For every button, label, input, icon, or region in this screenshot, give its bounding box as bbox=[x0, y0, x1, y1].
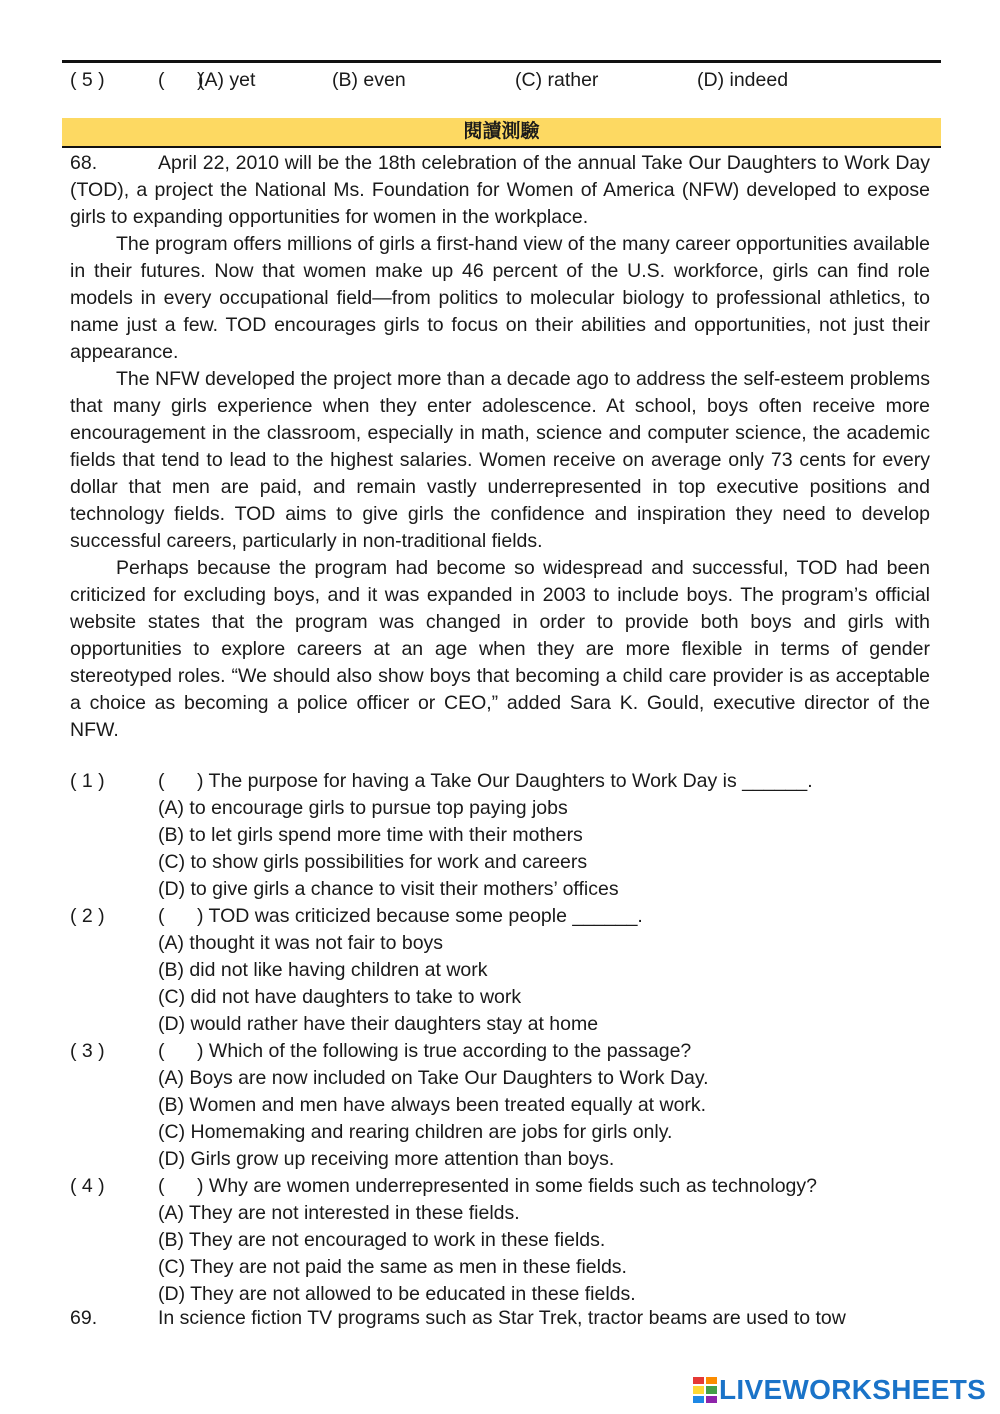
brand-wordmark: LIVEWORKSHEETS bbox=[719, 1374, 987, 1405]
option-c: (C) rather bbox=[515, 69, 599, 91]
question-number: ( 1 ) bbox=[70, 770, 105, 792]
option-c: (C) Homemaking and rearing children are jobs for girls only. bbox=[158, 1121, 673, 1143]
question-number: ( 5 ) bbox=[70, 69, 105, 91]
passage-number: 69. bbox=[70, 1307, 98, 1329]
question-stem[interactable]: ( ) TOD was criticized because some people ______. bbox=[158, 905, 643, 927]
option-b: (B) They are not encouraged to work in these fields. bbox=[158, 1229, 606, 1251]
question-2 bbox=[70, 903, 940, 930]
paragraph-1 bbox=[70, 150, 930, 231]
paragraph-4: Perhaps because the program had become so widespread and successful, TOD had been criticized for excluding boys, and it was expanded in 2003 to include boys. The program’s official website states that the program was changed in order to provide both boys and girls with opportunities to explore careers at an age when they are more flexible in terms of gender stereotyped roles. “We should also show boys that becoming a child care provider is as acceptable a choice as becoming a police officer or CEO,” added Sara K. Gould, executive director of the NFW. bbox=[70, 557, 930, 741]
passage-68 bbox=[70, 150, 930, 744]
paragraph-2: The program offers millions of girls a first-hand view of the many career opportunities available in their futures. Now that women make up 46 percent of the U.S. workforce, girls can find role models in every occupational field—from politics to molecular biology to professional athletics, to name just a few. TOD encourages girls to focus on their abilities and opportunities, not just their appearance. bbox=[70, 233, 930, 363]
option-c: (C) did not have daughters to take to work bbox=[158, 986, 522, 1008]
answer-blank[interactable]: ( ) bbox=[158, 69, 204, 91]
question-number: ( 3 ) bbox=[70, 1040, 105, 1062]
option-d: (D) would rather have their daughters stay at home bbox=[158, 1013, 599, 1035]
passage-69 bbox=[70, 1305, 940, 1332]
option-b: (B) even bbox=[332, 69, 406, 91]
question-stem[interactable]: ( ) The purpose for having a Take Our Daughters to Work Day is ______. bbox=[158, 770, 813, 792]
question-number: ( 4 ) bbox=[70, 1175, 105, 1197]
question-number: ( 2 ) bbox=[70, 905, 105, 927]
option-a: (A) They are not interested in these fields. bbox=[158, 1202, 520, 1224]
option-d: (D) indeed bbox=[697, 69, 789, 91]
option-a: (A) Boys are now included on Take Our Daughters to Work Day. bbox=[158, 1067, 709, 1089]
option-a: (A) yet bbox=[198, 69, 256, 91]
question-stem[interactable]: ( ) Why are women underrepresented in some fields such as technology? bbox=[158, 1175, 817, 1197]
question-4 bbox=[70, 1173, 940, 1200]
logo-square-icon bbox=[706, 1396, 717, 1403]
option-d: (D) Girls grow up receiving more attention than boys. bbox=[158, 1148, 615, 1170]
logo-square-icon bbox=[693, 1377, 704, 1384]
logo-square-icon bbox=[693, 1396, 704, 1403]
option-b: (B) to let girls spend more time with their mothers bbox=[158, 824, 583, 846]
section-header: 閱讀測驗 bbox=[62, 118, 941, 146]
section-rule bbox=[62, 146, 941, 148]
option-d: (D) They are not allowed to be educated in these fields. bbox=[158, 1283, 636, 1305]
liveworksheets-logo-icon bbox=[693, 1377, 717, 1403]
question-stem[interactable]: ( ) Which of the following is true according to the passage? bbox=[158, 1040, 692, 1062]
passage-number: 68. bbox=[70, 152, 98, 174]
logo-square-icon bbox=[706, 1386, 717, 1393]
question-3 bbox=[70, 1038, 940, 1065]
option-c: (C) to show girls possibilities for work and careers bbox=[158, 851, 588, 873]
option-d: (D) to give girls a chance to visit their mothers’ offices bbox=[158, 878, 619, 900]
option-c: (C) They are not paid the same as men in these fields. bbox=[158, 1256, 627, 1278]
question-list bbox=[70, 768, 940, 1308]
question-1 bbox=[70, 768, 940, 795]
liveworksheets-brand bbox=[693, 1372, 986, 1408]
option-b: (B) did not like having children at work bbox=[158, 959, 488, 981]
paragraph-text: April 22, 2010 will be the 18th celebration of the annual Take Our Daughters to Work Day (TOD), a project the National Ms. Foundation for Women of America (NFW) developed to expose girls to expanding opportunities for women in the workplace. bbox=[70, 152, 930, 228]
passage-first-line: In science fiction TV programs such as Star Trek, tractor beams are used to tow bbox=[158, 1307, 846, 1329]
option-a: (A) thought it was not fair to boys bbox=[158, 932, 444, 954]
option-b: (B) Women and men have always been treated equally at work. bbox=[158, 1094, 707, 1116]
paragraph-3: The NFW developed the project more than a decade ago to address the self-esteem problems that many girls experience when they enter adolescence. At school, boys often receive more encouragement in the classroom, especially in math, science and computer science, the academic fields that tend to lead to the highest salaries. Women receive on average only 73 cents for every dollar that men are paid, and remain vastly underrepresented in top executive positions and technology fields. TOD aims to give girls the confidence and inspiration they need to develop successful careers, particularly in non-traditional fields. bbox=[70, 368, 930, 552]
top-rule bbox=[62, 60, 941, 63]
logo-square-icon bbox=[706, 1377, 717, 1384]
question-5-row bbox=[70, 67, 940, 94]
logo-square-icon bbox=[693, 1386, 704, 1393]
option-a: (A) to encourage girls to pursue top paying jobs bbox=[158, 797, 568, 819]
